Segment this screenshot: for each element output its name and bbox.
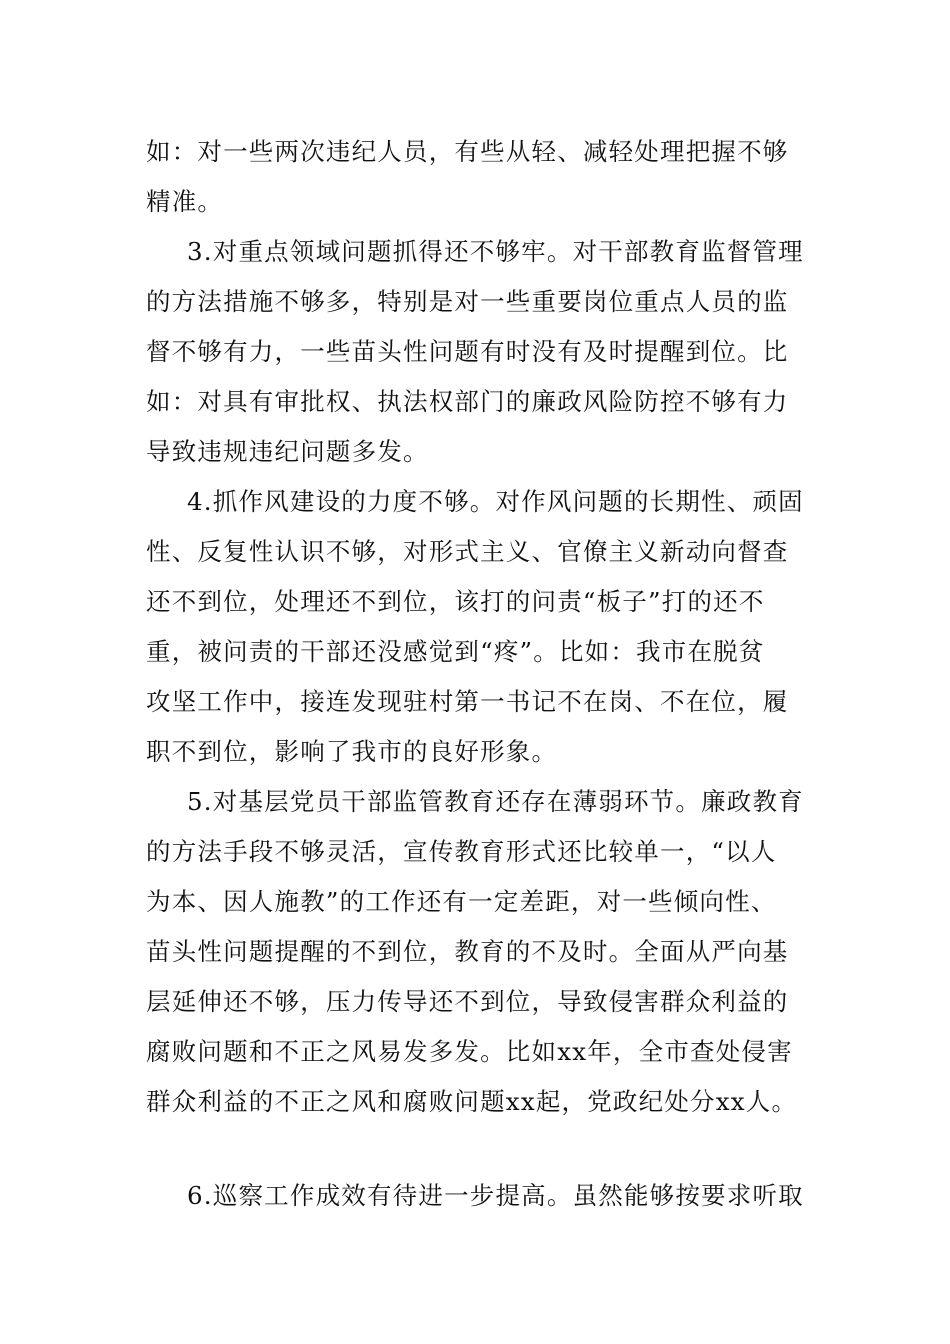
text-line: 重，被问责的干部还没感觉到“疼”。比如：我市在脱贫	[146, 637, 765, 666]
text-line: 还不到位，处理还不到位，该打的问责“板子”打的还不	[146, 587, 765, 616]
text-line: 层延伸还不够，压力传导还不到位，导致侵害群众利益的	[146, 987, 789, 1016]
text-line: 为本、因人施教”的工作还有一定差距，对一些倾向性、	[146, 887, 777, 916]
text-line: 职不到位，影响了我市的良好形象。	[146, 737, 558, 766]
text-line: 精准。	[146, 187, 224, 216]
text-line: 腐败问题和不正之风易发多发。比如xx年，全市查处侵害	[146, 1037, 793, 1066]
paragraph-5-first-line: 5.对基层党员干部监管教育还存在薄弱环节。廉政教育	[187, 787, 804, 816]
text-line: 的方法措施不够多，特别是对一些重要岗位重点人员的监	[146, 287, 789, 316]
paragraph-6-first-line: 6.巡察工作成效有待进一步提高。虽然能够按要求听取	[187, 1181, 804, 1210]
text-line: 性、反复性认识不够，对形式主义、官僚主义新动向督查	[146, 537, 789, 566]
text-line: 群众利益的不正之风和腐败问题xx起，党政纪处分xx人。	[146, 1087, 798, 1116]
text-line: 如：对一些两次违纪人员，有些从轻、减轻处理把握不够	[146, 137, 789, 166]
text-line: 导致违规违纪问题多发。	[146, 437, 429, 466]
text-line: 督不够有力，一些苗头性问题有时没有及时提醒到位。比	[146, 337, 789, 366]
text-line: 苗头性问题提醒的不到位，教育的不及时。全面从严向基	[146, 937, 789, 966]
text-line: 如：对具有审批权、执法权部门的廉政风险防控不够有力	[146, 387, 789, 416]
text-line: 攻坚工作中，接连发现驻村第一书记不在岗、不在位，履	[146, 687, 789, 716]
paragraph-3-first-line: 3.对重点领域问题抓得还不够牢。对干部教育监督管理	[187, 237, 804, 266]
paragraph-4-first-line: 4.抓作风建设的力度不够。对作风问题的长期性、顽固	[187, 487, 804, 516]
text-line: 的方法手段不够灵活，宣传教育形式还比较单一，“以人	[146, 837, 777, 866]
